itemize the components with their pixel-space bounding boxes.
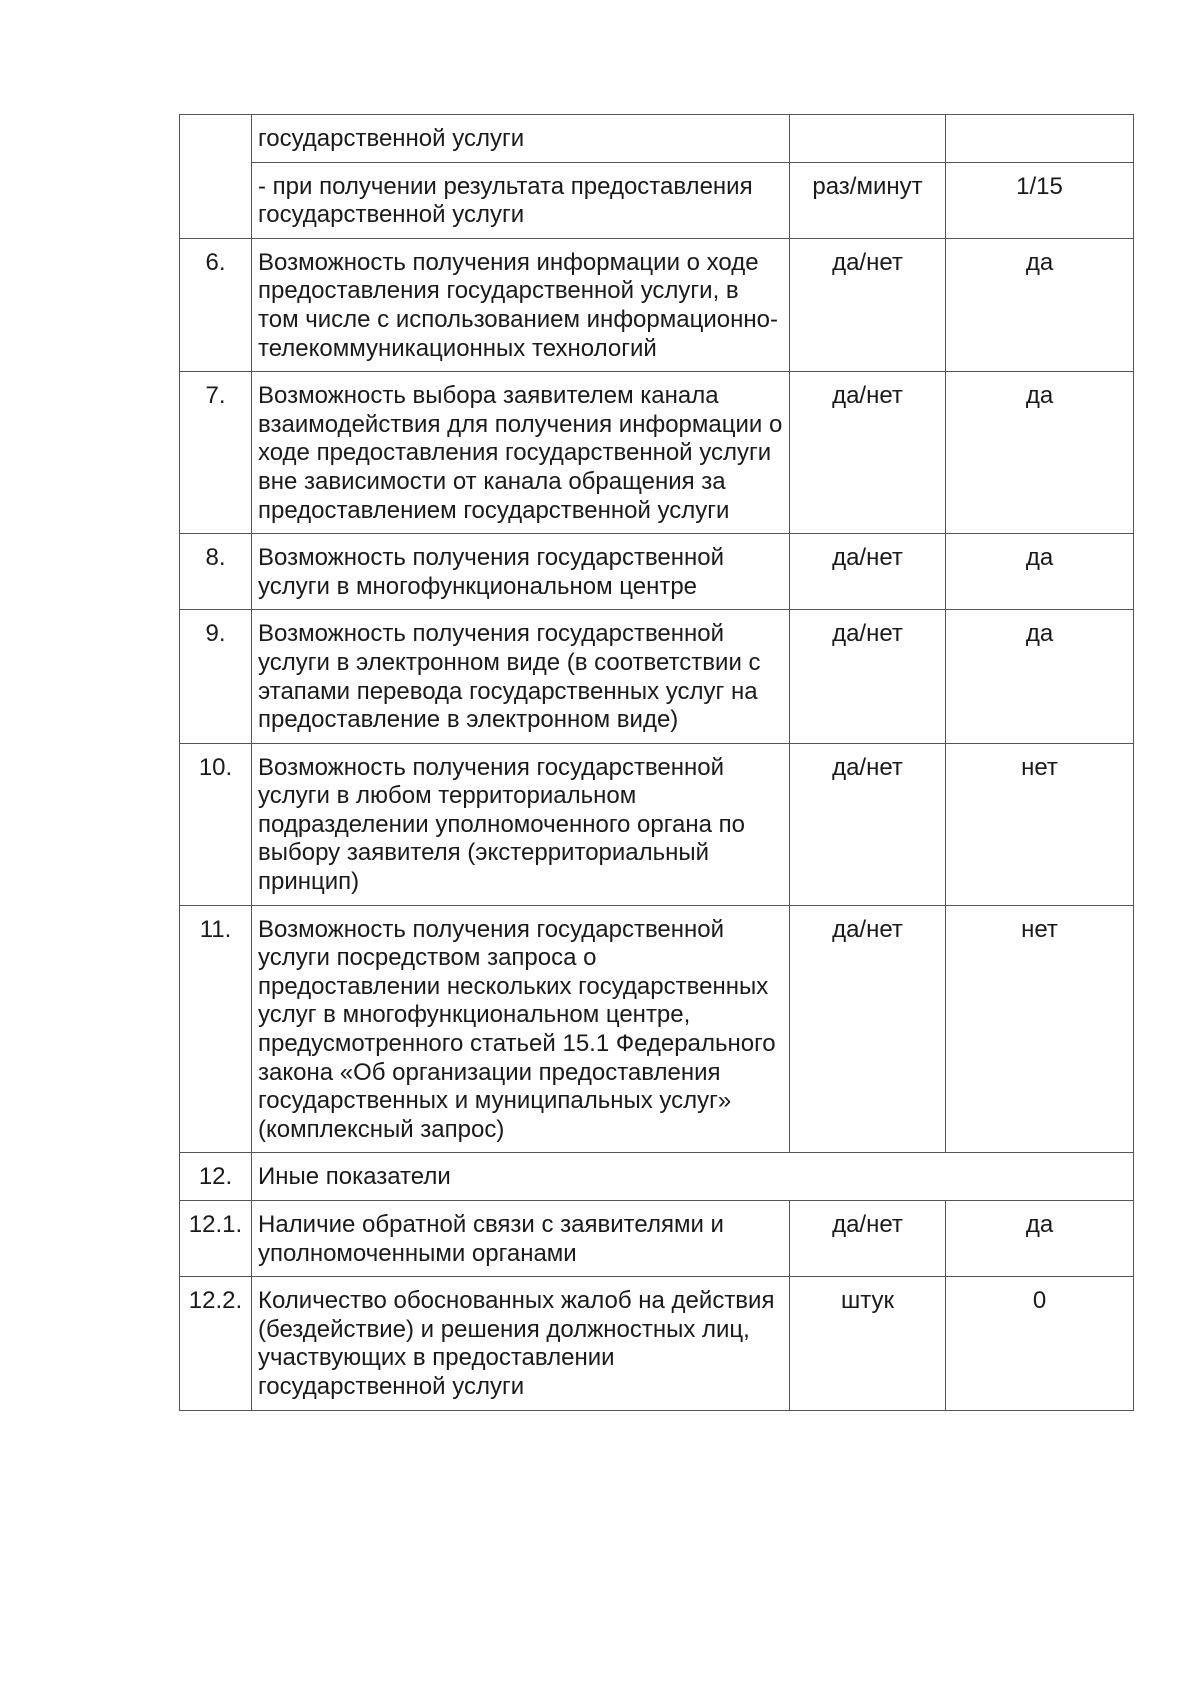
row-number-cell: 8.	[180, 534, 252, 610]
value-cell: 1/15	[946, 162, 1134, 238]
unit-cell: да/нет	[790, 610, 946, 743]
section-heading-cell: Иные показатели	[252, 1153, 1134, 1201]
table-row	[180, 1153, 1134, 1201]
indicator-name-cell: Наличие обратной связи с заявителями и уполномоченными органами	[252, 1201, 790, 1277]
unit-cell: да/нет	[790, 743, 946, 905]
indicator-name-cell: Возможность получения государственной услуги в любом территориальном подразделении уполномоченного органа по выбору заявителя (экстерриториальный принцип)	[252, 743, 790, 905]
row-number-cell	[180, 115, 252, 239]
row-number-cell: 12.2.	[180, 1277, 252, 1410]
value-cell: 0	[946, 1277, 1134, 1410]
unit-cell: да/нет	[790, 372, 946, 534]
row-number-cell: 9.	[180, 610, 252, 743]
unit-cell: штук	[790, 1277, 946, 1410]
unit-cell: да/нет	[790, 534, 946, 610]
indicator-name-cell: Возможность получения информации о ходе предоставления государственной услуги, в том числе с использованием информационно-телекоммуникационных технологий	[252, 238, 790, 371]
value-cell: нет	[946, 905, 1134, 1153]
row-number-cell: 6.	[180, 238, 252, 371]
table-row	[180, 743, 1134, 905]
unit-cell: да/нет	[790, 905, 946, 1153]
indicator-name-cell: Возможность получения государственной услуги в многофункциональном центре	[252, 534, 790, 610]
row-number-cell: 7.	[180, 372, 252, 534]
table-row	[180, 1201, 1134, 1277]
value-cell: да	[946, 372, 1134, 534]
row-number-cell: 10.	[180, 743, 252, 905]
row-number-cell: 11.	[180, 905, 252, 1153]
value-cell: да	[946, 1201, 1134, 1277]
indicator-name-cell: государственной услуги	[252, 115, 790, 163]
table-row	[180, 1277, 1134, 1410]
table-row	[180, 162, 1134, 238]
indicator-name-cell: Возможность получения государственной услуги посредством запроса о предоставлении нескольких государственных услуг в многофункциональном центре, предусмотренного статьей 15.1 Федерального закона «Об организации предоставления государственных и муниципальных услуг» (комплексный запрос)	[252, 905, 790, 1153]
value-cell	[946, 115, 1134, 163]
indicator-name-cell: - при получении результата предоставления государственной услуги	[252, 162, 790, 238]
table-row	[180, 610, 1134, 743]
indicators-table	[179, 114, 1134, 1411]
row-number-cell: 12.	[180, 1153, 252, 1201]
indicator-name-cell: Возможность получения государственной услуги в электронном виде (в соответствии с этапами перевода государственных услуг на предоставление в электронном виде)	[252, 610, 790, 743]
indicator-name-cell: Возможность выбора заявителем канала взаимодействия для получения информации о ходе предоставления государственной услуги вне зависимости от канала обращения за предоставлением государственной услуги	[252, 372, 790, 534]
table-row	[180, 115, 1134, 163]
table-row	[180, 534, 1134, 610]
value-cell: да	[946, 534, 1134, 610]
unit-cell: да/нет	[790, 1201, 946, 1277]
unit-cell: раз/минут	[790, 162, 946, 238]
unit-cell: да/нет	[790, 238, 946, 371]
value-cell: да	[946, 610, 1134, 743]
table-row	[180, 372, 1134, 534]
table-row	[180, 905, 1134, 1153]
value-cell: нет	[946, 743, 1134, 905]
unit-cell	[790, 115, 946, 163]
table-row	[180, 238, 1134, 371]
indicator-name-cell: Количество обоснованных жалоб на действия (бездействие) и решения должностных лиц, участвующих в предоставлении государственной услуги	[252, 1277, 790, 1410]
value-cell: да	[946, 238, 1134, 371]
row-number-cell: 12.1.	[180, 1201, 252, 1277]
